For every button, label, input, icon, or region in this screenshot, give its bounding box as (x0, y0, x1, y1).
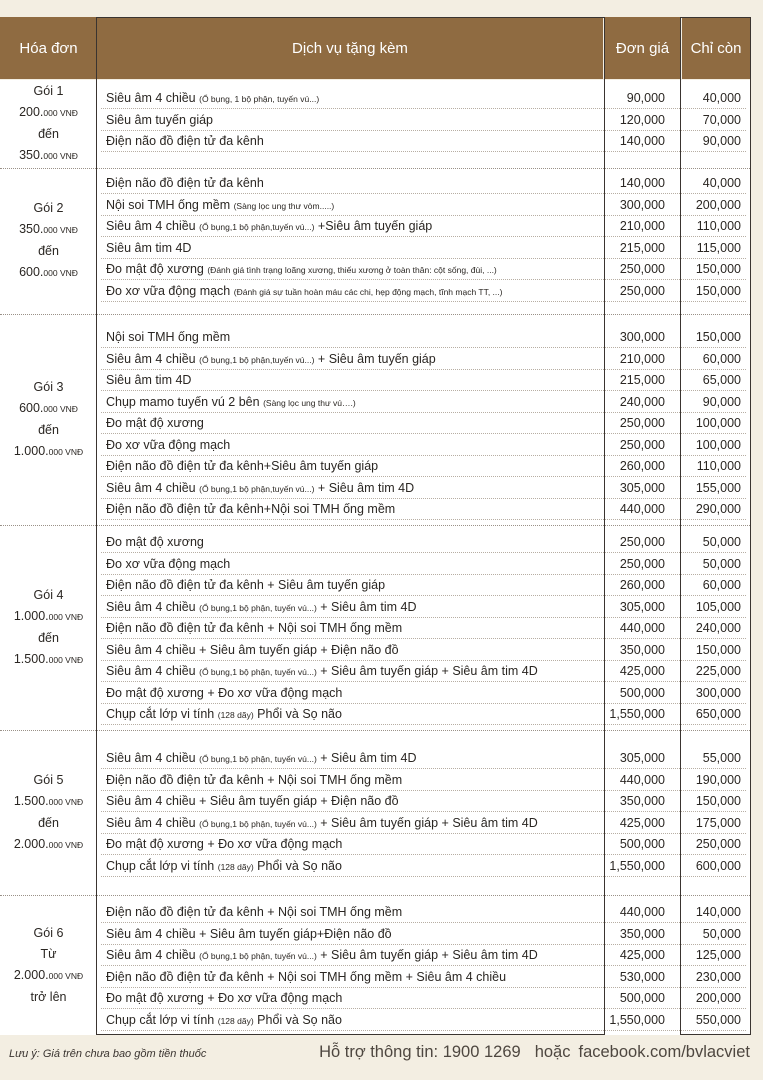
service-name: Chụp cắt lớp vi tính (128 dãy) Phổi và Sọ não (106, 858, 342, 873)
service-name: Siêu âm 4 chiều + Siêu âm tuyến giáp+Điện não đồ (106, 926, 392, 941)
service-name: Chụp mamo tuyến vú 2 bên (Sàng lọc ung thư vú….) (106, 394, 356, 409)
unit-price: 500,000 (619, 685, 665, 700)
package-separator (0, 525, 750, 526)
unit-price: 140,000 (619, 176, 665, 190)
header-invoice: Hóa đơn (0, 17, 98, 79)
service-name: Đo xơ vữa động mạch (Đánh giá sự tuần hoàn máu các chi, hẹp động mạch, tĩnh mạch TT, ...) (106, 283, 503, 298)
sale-price: 90,000 (702, 394, 741, 409)
package-label-line: Gói 5 (33, 772, 64, 787)
package-label-line: Gói 4 (33, 587, 64, 602)
row-divider (101, 1030, 746, 1031)
service-row (97, 683, 750, 704)
unit-price: 1,550,000 (609, 707, 665, 721)
service-name: Siêu âm tim 4D (106, 240, 192, 255)
package-label-line: 2.000.000 VNĐ (13, 967, 84, 982)
sale-price: 90,000 (702, 134, 741, 148)
sale-price: 50,000 (702, 535, 741, 549)
service-row (97, 456, 750, 477)
unit-price: 300,000 (619, 197, 665, 212)
service-name: Điện não đồ điện tử đa kênh + Nội soi TMH ống mềm (106, 621, 403, 635)
service-name: Điện não đồ điện tử đa kênh + Siêu âm tuyến giáp (106, 578, 386, 592)
sale-price: 65,000 (702, 373, 741, 387)
sale-price: 600,000 (695, 858, 741, 873)
service-name: Điện não đồ điện tử đa kênh + Nội soi TMH ống mềm (106, 905, 403, 919)
package-label-line: đến (38, 815, 59, 830)
unit-price: 240,000 (619, 394, 665, 409)
sale-price: 225,000 (695, 664, 741, 678)
unit-price: 305,000 (619, 480, 665, 495)
service-name: Siêu âm tuyến giáp (106, 112, 214, 127)
header-service: Dịch vụ tặng kèm (97, 17, 603, 79)
facebook-link[interactable]: facebook.com/bvlacviet (578, 1043, 750, 1061)
sale-price: 200,000 (695, 991, 741, 1005)
unit-price: 425,000 (619, 664, 665, 678)
package-label-line: 1.500.000 VNĐ (13, 793, 84, 808)
package-separator (0, 730, 750, 731)
unit-price: 260,000 (619, 578, 665, 592)
unit-price: 260,000 (619, 459, 665, 473)
unit-price: 215,000 (619, 240, 665, 255)
service-name: Điện não đồ điện tử đa kênh+Siêu âm tuyến giáp (106, 459, 379, 473)
service-row (97, 988, 750, 1009)
package-label-line: 600.000 VNĐ (19, 400, 78, 415)
package-label (0, 895, 97, 1035)
service-row (97, 110, 750, 131)
unit-price: 500,000 (619, 837, 665, 851)
package-label (0, 525, 97, 730)
service-name: Siêu âm tim 4D (106, 373, 192, 387)
package-label-line: 600.000 VNĐ (19, 265, 78, 279)
sale-price: 60,000 (702, 351, 741, 366)
unit-price: 250,000 (619, 437, 665, 452)
service-row (97, 349, 750, 370)
service-row (97, 575, 750, 596)
package-label-line: 1.000.000 VNĐ (13, 608, 84, 623)
footer-contact (319, 1043, 750, 1062)
service-name: Đo mật độ xương (Đánh giá tình trạng loãng xương, thiếu xương ở toàn thân: cột sống, đùi, ...) (106, 262, 497, 276)
service-name: Siêu âm 4 chiều (Ổ bụng, 1 bộ phận, tuyến vú...) (106, 91, 320, 105)
sale-price: 55,000 (702, 751, 741, 765)
package-label (0, 168, 97, 314)
service-name: Điện não đồ điện tử đa kênh+Nội soi TMH ống mềm (106, 502, 396, 516)
service-row (97, 618, 750, 639)
package-label-line: đến (38, 630, 59, 645)
package-label (0, 730, 97, 895)
service-name: Đo mật độ xương + Đo xơ vữa động mạch (106, 991, 343, 1005)
sale-price: 110,000 (696, 219, 741, 233)
unit-price: 250,000 (619, 416, 665, 430)
service-row (97, 1010, 750, 1031)
service-name: Siêu âm 4 chiều (Ổ bụng,1 bộ phận, tuyến vú...) + Siêu âm tuyến giáp + Siêu âm tim 4D (106, 815, 538, 830)
service-note: (Ổ bụng,1 bộ phận, tuyến vú...) (199, 818, 317, 829)
service-row (97, 945, 750, 966)
service-row (97, 661, 750, 682)
sale-price: 150,000 (695, 330, 741, 344)
service-row (97, 238, 750, 259)
unit-price: 300,000 (619, 330, 665, 344)
service-name: Siêu âm 4 chiều + Siêu âm tuyến giáp + Điện não đồ (106, 642, 399, 657)
sale-price: 125,000 (695, 948, 741, 962)
service-row (97, 834, 750, 855)
service-row (97, 499, 750, 520)
service-note: (Ổ bụng,1 bộ phận,tuyến vú...) (199, 222, 315, 232)
sale-price: 115,000 (696, 240, 741, 255)
service-name: Điện não đồ điện tử đa kênh + Nội soi TMH ống mềm (106, 772, 403, 787)
service-row (97, 791, 750, 812)
service-name: Điện não đồ điện tử đa kênh (106, 176, 264, 190)
service-row (97, 640, 750, 661)
unit-price: 210,000 (619, 219, 665, 233)
service-row (97, 532, 750, 553)
service-row (97, 370, 750, 391)
service-note: (Đánh giá sự tuần hoàn máu các chi, hẹp động mạch, tĩnh mạch TT, ...) (233, 286, 503, 297)
service-name: Điện não đồ điện tử đa kênh (106, 134, 264, 148)
unit-price: 1,550,000 (609, 858, 665, 873)
sale-price: 250,000 (695, 837, 741, 851)
unit-price: 120,000 (619, 112, 665, 127)
package-label-line: 200.000 VNĐ (19, 105, 78, 119)
footer-or: hoặc (534, 1043, 571, 1061)
service-note: (Ổ bụng,1 bộ phận, tuyến vú...) (199, 754, 317, 764)
package-label-line: trở lên (30, 989, 67, 1004)
service-row (97, 856, 750, 877)
sale-price: 100,000 (695, 437, 741, 452)
service-name: Siêu âm 4 chiều (Ổ bụng,1 bộ phận,tuyến vú...) + Siêu âm tim 4D (106, 480, 415, 495)
service-note: (Ổ bụng,1 bộ phận, tuyến vú...) (199, 951, 317, 961)
service-row (97, 173, 750, 194)
sale-price: 40,000 (702, 176, 741, 190)
package-label-line: đến (38, 244, 59, 258)
unit-price: 250,000 (619, 535, 665, 549)
service-row (97, 435, 750, 456)
sale-price: 70,000 (702, 112, 741, 127)
row-divider (101, 724, 746, 725)
service-row (97, 902, 750, 923)
unit-price: 250,000 (619, 262, 665, 276)
package-label (0, 314, 97, 525)
sale-price: 175,000 (695, 815, 741, 830)
package-label-line: Gói 3 (33, 379, 64, 394)
package-label-line: đến (38, 422, 59, 437)
service-note: (Ổ bụng,1 bộ phận,tuyến vú...) (199, 354, 315, 365)
unit-price: 440,000 (619, 502, 665, 516)
package-label-line: 2.000.000 VNĐ (13, 836, 84, 851)
unit-price: 440,000 (619, 772, 665, 787)
package-label-line: Từ (40, 946, 57, 961)
service-row (97, 813, 750, 834)
header-sale-price: Chỉ còn (682, 17, 750, 79)
service-name: Đo mật độ xương (106, 535, 204, 549)
sale-price: 105,000 (695, 599, 741, 614)
service-name: Đo mật độ xương + Đo xơ vữa động mạch (106, 837, 343, 851)
unit-price: 215,000 (619, 373, 665, 387)
service-note: (128 dãy) (217, 861, 254, 872)
sale-price: 50,000 (702, 556, 741, 571)
sale-price: 50,000 (702, 926, 741, 941)
service-note: (Sàng lọc ung thư vú….) (263, 397, 356, 408)
unit-price: 425,000 (619, 948, 665, 962)
package-label-line: Gói 2 (33, 201, 64, 215)
service-row (97, 770, 750, 791)
support-hotline: Hỗ trợ thông tin: 1900 1269 (319, 1043, 521, 1061)
service-row (97, 554, 750, 575)
service-name: Đo xơ vữa động mạch (106, 556, 231, 571)
service-name: Đo mật độ xương (106, 416, 204, 430)
service-name: Nội soi TMH ống mềm (106, 330, 231, 344)
sale-price: 40,000 (702, 91, 741, 105)
sale-price: 290,000 (695, 502, 741, 516)
service-name: Điện não đồ điện tử đa kênh + Nội soi TMH ống mềm + Siêu âm 4 chiều (106, 969, 507, 984)
service-name: Đo xơ vữa động mạch (106, 437, 231, 452)
service-row (97, 195, 750, 216)
unit-price: 440,000 (619, 905, 665, 919)
service-row (97, 88, 750, 109)
unit-price: 250,000 (619, 283, 665, 298)
service-note: (128 dãy) (217, 1015, 254, 1026)
sale-price: 60,000 (702, 578, 741, 592)
header-unit-price: Đơn giá (605, 17, 680, 79)
unit-price: 350,000 (619, 642, 665, 657)
service-row (97, 413, 750, 434)
sale-price: 190,000 (695, 772, 741, 787)
service-note: (128 dãy) (217, 710, 254, 720)
package-label-line: Gói 1 (33, 84, 64, 98)
sale-price: 200,000 (695, 197, 741, 212)
service-name: Siêu âm 4 chiều (Ổ bụng,1 bộ phận, tuyến vú...) + Siêu âm tuyến giáp + Siêu âm tim 4D (106, 948, 538, 962)
service-name: Siêu âm 4 chiều + Siêu âm tuyến giáp + Điện não đồ (106, 794, 399, 808)
service-row (97, 327, 750, 348)
sale-price: 140,000 (695, 905, 741, 919)
unit-price: 250,000 (619, 556, 665, 571)
service-name: Siêu âm 4 chiều (Ổ bụng,1 bộ phận,tuyến vú...) + Siêu âm tuyến giáp (106, 351, 436, 366)
service-name: Siêu âm 4 chiều (Ổ bụng,1 bộ phận, tuyến vú...) + Siêu âm tim 4D (106, 751, 417, 765)
service-name: Siêu âm 4 chiều (Ổ bụng,1 bộ phận, tuyến vú...) + Siêu âm tim 4D (106, 599, 417, 614)
unit-price: 305,000 (619, 751, 665, 765)
sale-price: 150,000 (695, 794, 741, 808)
sale-price: 150,000 (695, 642, 741, 657)
service-row (97, 924, 750, 945)
sale-price: 150,000 (695, 262, 741, 276)
service-name: Nội soi TMH ống mềm (Sàng lọc ung thư vòm.....) (106, 197, 335, 212)
service-row (97, 281, 750, 302)
unit-price: 500,000 (619, 991, 665, 1005)
service-row (97, 392, 750, 413)
service-note: (Sàng lọc ung thư vòm.....) (233, 200, 335, 211)
unit-price: 440,000 (619, 621, 665, 635)
unit-price: 305,000 (619, 599, 665, 614)
row-divider (101, 519, 746, 520)
package-label-line: 350.000 VNĐ (19, 148, 78, 162)
package-label-line: 350.000 VNĐ (19, 222, 78, 236)
unit-price: 1,550,000 (609, 1012, 665, 1027)
package-separator (0, 314, 750, 315)
sale-price: 150,000 (695, 283, 741, 298)
package-separator (0, 895, 750, 896)
unit-price: 530,000 (619, 969, 665, 984)
service-name: Siêu âm 4 chiều (Ổ bụng,1 bộ phận, tuyến vú...) + Siêu âm tuyến giáp + Siêu âm tim 4D (106, 664, 538, 678)
unit-price: 90,000 (626, 91, 665, 105)
row-divider (101, 876, 746, 877)
sale-price: 550,000 (695, 1012, 741, 1027)
service-name: Đo mật độ xương + Đo xơ vữa động mạch (106, 685, 343, 700)
service-row (97, 597, 750, 618)
row-divider (101, 301, 746, 302)
package-label-line: đến (38, 127, 59, 141)
unit-price: 350,000 (619, 794, 665, 808)
sale-price: 110,000 (696, 459, 741, 473)
service-name: Siêu âm 4 chiều (Ổ bụng,1 bộ phận,tuyến vú...) +Siêu âm tuyến giáp (106, 219, 433, 233)
sale-price: 230,000 (695, 969, 741, 984)
unit-price: 210,000 (619, 351, 665, 366)
service-row (97, 967, 750, 988)
package-separator (0, 168, 750, 169)
service-row (97, 259, 750, 280)
service-row (97, 704, 750, 725)
sale-price: 155,000 (695, 480, 741, 495)
unit-price: 140,000 (619, 134, 665, 148)
service-row (97, 478, 750, 499)
service-row (97, 131, 750, 152)
service-note: (Ổ bụng, 1 bộ phận, tuyến vú...) (199, 94, 320, 104)
footer-note: Lưu ý: Giá trên chưa bao gồm tiền thuốc (9, 1048, 207, 1060)
package-label (0, 80, 97, 168)
unit-price: 350,000 (619, 926, 665, 941)
package-label-line: 1.000.000 VNĐ (13, 443, 84, 458)
service-note: (Ổ bụng,1 bộ phận,tuyến vú...) (199, 483, 315, 494)
service-row (97, 748, 750, 769)
package-label-line: 1.500.000 VNĐ (13, 651, 84, 666)
row-divider (101, 151, 746, 152)
sale-price: 100,000 (695, 416, 741, 430)
service-row (97, 216, 750, 237)
unit-price: 425,000 (619, 815, 665, 830)
service-name: Chụp cắt lớp vi tính (128 dãy) Phổi và Sọ não (106, 1012, 342, 1027)
sale-price: 300,000 (695, 685, 741, 700)
service-note: (Đánh giá tình trạng loãng xương, thiếu xương ở toàn thân: cột sống, đùi, ...) (207, 265, 497, 275)
sale-price: 650,000 (695, 707, 741, 721)
service-note: (Ổ bụng,1 bộ phận, tuyến vú...) (199, 667, 317, 677)
sale-price: 240,000 (695, 621, 741, 635)
service-note: (Ổ bụng,1 bộ phận, tuyến vú...) (199, 602, 317, 613)
package-label-line: Gói 6 (33, 925, 64, 940)
service-name: Chụp cắt lớp vi tính (128 dãy) Phổi và Sọ não (106, 707, 342, 721)
